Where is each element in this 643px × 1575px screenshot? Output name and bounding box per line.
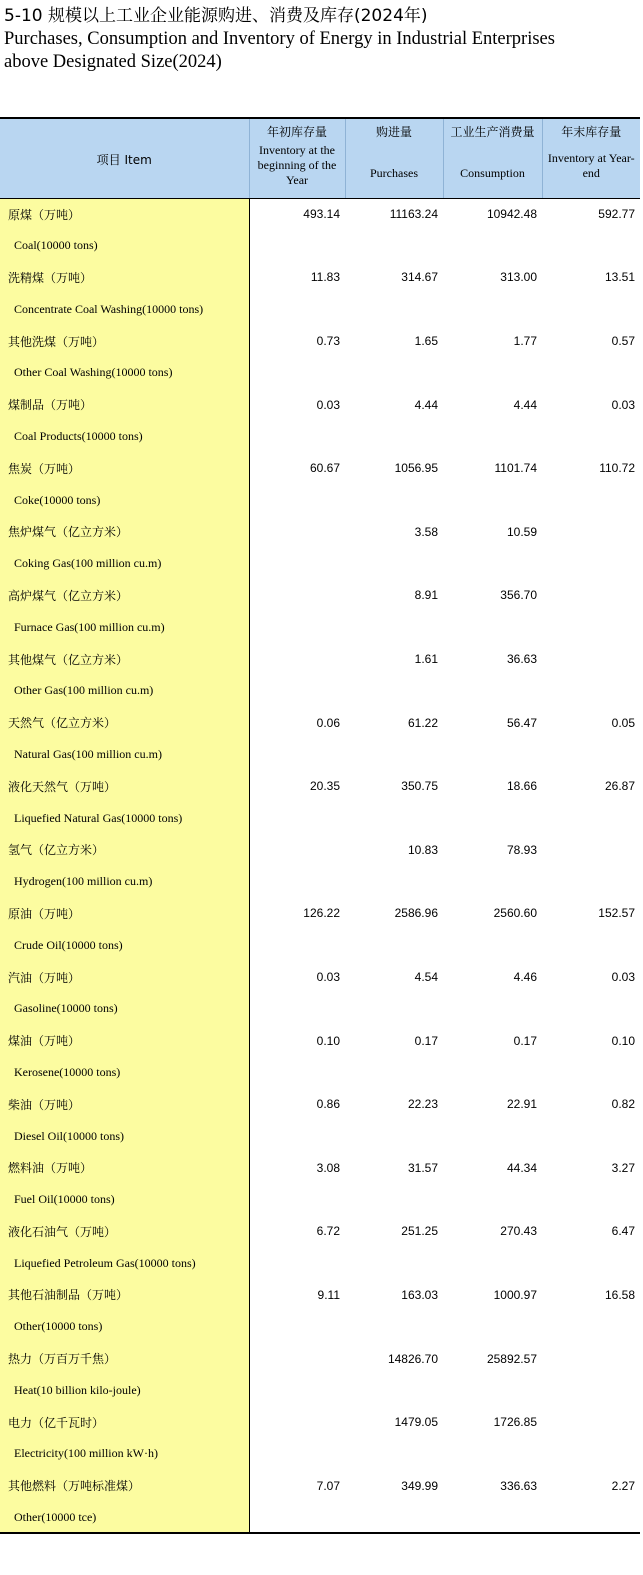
table-header [0,118,640,198]
empty-cell [542,866,640,898]
header-purchases-en: Purchases [370,166,418,180]
header-item [0,118,249,198]
table-row [0,707,640,739]
item-name-cn: 洗精煤（万吨） [0,262,249,294]
table-row [0,961,640,993]
value-purchases: 14826.70 [387,1351,438,1366]
value-inventory-end: 152.57 [598,906,635,921]
value-inventory-begin [249,1406,345,1438]
value-consumption: 336.63 [500,1478,537,1493]
value-inventory-begin [249,1343,345,1375]
item-name-cn: 天然气（亿立方米） [0,707,249,739]
empty-cell [542,1502,640,1534]
table-row [0,1120,640,1152]
table-row [0,1374,640,1406]
empty-cell [345,929,443,961]
table-row [0,1152,640,1184]
table-row [0,357,640,389]
item-name-en: Hydrogen(100 million cu.m) [0,866,249,898]
item-name-en: Diesel Oil(10000 tons) [0,1120,249,1152]
value-purchases: 1479.05 [394,1415,438,1430]
page-title-en-line2: above Designated Size(2024) [4,52,222,72]
empty-cell [443,1502,542,1534]
value-purchases: 4.54 [414,970,438,985]
value-purchases: 3.58 [414,524,438,539]
value-inventory-begin: 0.10 [316,1033,340,1048]
empty-cell [345,421,443,453]
empty-cell [542,357,640,389]
value-purchases: 1.65 [414,334,438,349]
table-row [0,1502,640,1534]
empty-cell [249,802,345,834]
header-inventory-end-cn: 年末库存量 [561,125,622,139]
table-row [0,1438,640,1470]
value-inventory-begin: 6.72 [316,1224,340,1239]
empty-cell [443,357,542,389]
empty-cell [542,1120,640,1152]
value-inventory-begin: 3.08 [316,1160,340,1175]
item-name-cn: 其他洗煤（万吨） [0,325,249,357]
table-row [0,802,640,834]
empty-cell [249,611,345,643]
value-inventory-end: 0.03 [611,397,635,412]
energy-table [0,117,640,1534]
page-title-cn: 5-10 规模以上工业企业能源购进、消费及库存(2024年) [4,6,428,26]
table-row [0,770,640,802]
item-name-en: Concentrate Coal Washing(10000 tons) [0,293,249,325]
value-consumption: 78.93 [506,842,537,857]
empty-cell [542,1311,640,1343]
value-inventory-end: 16.58 [604,1287,635,1302]
empty-cell [345,1502,443,1534]
empty-cell [249,1247,345,1279]
value-consumption: 22.91 [506,1097,537,1112]
empty-cell [443,1438,542,1470]
table-row [0,898,640,930]
item-name-en: Other(10000 tce) [0,1502,249,1534]
empty-cell [345,993,443,1025]
empty-cell [249,1120,345,1152]
empty-cell [345,230,443,262]
table-row [0,1343,640,1375]
empty-cell [345,484,443,516]
table-row [0,548,640,580]
table-row [0,993,640,1025]
item-name-en: Natural Gas(100 million cu.m) [0,739,249,771]
item-name-cn: 其他煤气（亿立方米） [0,643,249,675]
empty-cell [345,675,443,707]
item-name-cn: 燃料油（万吨） [0,1152,249,1184]
empty-cell [443,866,542,898]
table-row [0,866,640,898]
value-purchases: 350.75 [401,779,438,794]
item-name-cn: 其他燃料（万吨标准煤） [0,1470,249,1502]
table-row [0,1311,640,1343]
empty-cell [345,1438,443,1470]
table-row [0,516,640,548]
empty-cell [542,1057,640,1089]
empty-cell [345,802,443,834]
empty-cell [542,1438,640,1470]
empty-cell [345,1374,443,1406]
value-consumption: 4.44 [513,397,537,412]
empty-cell [345,293,443,325]
value-purchases: 22.23 [407,1097,438,1112]
empty-cell [443,993,542,1025]
table-row [0,643,640,675]
table-row [0,1025,640,1057]
empty-cell [542,1184,640,1216]
value-purchases: 10.83 [407,842,438,857]
empty-cell [249,293,345,325]
value-inventory-end: 26.87 [604,779,635,794]
table-row [0,230,640,262]
header-inventory-begin-en: Inventory at the beginning of the Year [257,143,337,187]
empty-cell [542,230,640,262]
item-name-en: Coking Gas(100 million cu.m) [0,548,249,580]
table-row [0,929,640,961]
value-inventory-end: 0.03 [611,970,635,985]
empty-cell [249,1502,345,1534]
value-inventory-begin: 0.03 [316,970,340,985]
value-purchases: 349.99 [401,1478,438,1493]
item-name-cn: 原油（万吨） [0,898,249,930]
value-purchases: 1.61 [414,652,438,667]
value-inventory-end: 0.05 [611,715,635,730]
header-inventory-begin-cn: 年初库存量 [266,125,327,139]
empty-cell [345,1247,443,1279]
item-name-cn: 汽油（万吨） [0,961,249,993]
table-row [0,675,640,707]
header-consumption-cn: 工业生产消费量 [450,125,535,139]
value-purchases: 314.67 [401,270,438,285]
item-name-cn: 原煤（万吨） [0,198,249,230]
empty-cell [542,293,640,325]
empty-cell [443,802,542,834]
item-name-en: Heat(10 billion kilo-joule) [0,1374,249,1406]
value-consumption: 270.43 [500,1224,537,1239]
item-name-cn: 液化石油气（万吨） [0,1216,249,1248]
empty-cell [443,1311,542,1343]
value-inventory-end: 13.51 [604,270,635,285]
table-row [0,484,640,516]
value-inventory-begin [249,516,345,548]
table-row [0,1184,640,1216]
header-inventory-end [542,118,640,198]
value-consumption: 4.46 [513,970,537,985]
value-inventory-begin [249,643,345,675]
empty-cell [345,1184,443,1216]
value-inventory-begin: 20.35 [309,779,340,794]
table-row [0,739,640,771]
empty-cell [443,1057,542,1089]
value-inventory-end [542,1343,640,1375]
item-name-en: Crude Oil(10000 tons) [0,929,249,961]
empty-cell [249,357,345,389]
item-name-en: Liquefied Natural Gas(10000 tons) [0,802,249,834]
value-consumption: 1726.85 [493,1415,537,1430]
value-consumption: 1101.74 [494,461,537,476]
value-consumption: 313.00 [500,270,537,285]
value-inventory-end [542,516,640,548]
value-inventory-end: 0.10 [611,1033,635,1048]
empty-cell [443,929,542,961]
value-consumption: 1000.97 [493,1287,537,1302]
empty-cell [542,1247,640,1279]
empty-cell [443,421,542,453]
item-name-cn: 其他石油制品（万吨） [0,1279,249,1311]
header-item-label: 项目 Item [96,152,152,167]
value-inventory-begin: 9.11 [317,1287,340,1302]
header-inventory-begin [249,118,345,198]
item-name-en: Coke(10000 tons) [0,484,249,516]
value-consumption: 10.59 [506,524,537,539]
table-row [0,293,640,325]
table-row [0,452,640,484]
empty-cell [249,421,345,453]
table-row [0,580,640,612]
empty-cell [542,675,640,707]
value-inventory-begin: 0.03 [316,397,340,412]
empty-cell [443,1374,542,1406]
value-inventory-begin: 7.07 [316,1478,340,1493]
empty-cell [249,1438,345,1470]
value-consumption: 10942.48 [486,207,537,222]
empty-cell [345,1311,443,1343]
empty-cell [345,1120,443,1152]
table-row [0,1216,640,1248]
value-consumption: 44.34 [506,1160,537,1175]
empty-cell [443,484,542,516]
value-consumption: 2560.60 [493,906,537,921]
item-name-en: Coal Products(10000 tons) [0,421,249,453]
item-name-cn: 焦炭（万吨） [0,452,249,484]
value-inventory-begin: 126.22 [303,906,340,921]
header-purchases-cn: 购进量 [375,125,412,139]
value-inventory-end: 0.57 [611,334,635,349]
page-title-en-line1: Purchases, Consumption and Inventory of Energy in Industrial Enterprises [4,29,555,49]
item-name-en: Fuel Oil(10000 tons) [0,1184,249,1216]
empty-cell [443,293,542,325]
value-inventory-end: 110.72 [599,461,635,476]
value-purchases: 61.22 [407,715,438,730]
value-inventory-begin [249,580,345,612]
empty-cell [345,548,443,580]
empty-cell [542,611,640,643]
item-name-en: Electricity(100 million kW·h) [0,1438,249,1470]
value-inventory-begin: 0.86 [316,1097,340,1112]
value-inventory-begin: 0.06 [316,715,340,730]
item-name-cn: 电力（亿千瓦时） [0,1406,249,1438]
empty-cell [249,1184,345,1216]
table-row [0,1088,640,1120]
item-name-cn: 焦炉煤气（亿立方米） [0,516,249,548]
value-consumption: 18.66 [506,779,537,794]
empty-cell [443,611,542,643]
value-inventory-end [542,1406,640,1438]
table-body [0,198,640,1533]
empty-cell [345,739,443,771]
empty-cell [542,421,640,453]
item-name-cn: 热力（万百万千焦） [0,1343,249,1375]
item-name-en: Liquefied Petroleum Gas(10000 tons) [0,1247,249,1279]
item-name-cn: 柴油（万吨） [0,1088,249,1120]
item-name-en: Other Coal Washing(10000 tons) [0,357,249,389]
empty-cell [443,675,542,707]
value-consumption: 356.70 [500,588,537,603]
value-inventory-end: 592.77 [598,207,635,222]
empty-cell [443,739,542,771]
value-inventory-end: 2.27 [611,1478,635,1493]
empty-cell [249,484,345,516]
empty-cell [249,1057,345,1089]
empty-cell [249,548,345,580]
value-consumption: 25892.57 [486,1351,537,1366]
item-name-en: Coal(10000 tons) [0,230,249,262]
empty-cell [249,1311,345,1343]
item-name-en: Furnace Gas(100 million cu.m) [0,611,249,643]
table-row [0,1279,640,1311]
table-row [0,262,640,294]
empty-cell [249,230,345,262]
table-row [0,611,640,643]
header-inventory-end-en: Inventory at Year-end [547,151,635,180]
table-row [0,198,640,230]
item-name-cn: 煤油（万吨） [0,1025,249,1057]
value-inventory-end: 3.27 [611,1160,635,1175]
value-purchases: 0.17 [414,1033,438,1048]
item-name-en: Other(10000 tons) [0,1311,249,1343]
empty-cell [542,929,640,961]
value-inventory-begin: 493.14 [303,207,340,222]
table-row [0,1057,640,1089]
value-inventory-end: 0.82 [611,1097,635,1112]
empty-cell [542,993,640,1025]
value-purchases: 2586.96 [394,906,438,921]
item-name-en: Kerosene(10000 tons) [0,1057,249,1089]
value-inventory-end [542,834,640,866]
table-row [0,1247,640,1279]
table-row [0,421,640,453]
empty-cell [345,611,443,643]
empty-cell [443,1247,542,1279]
empty-cell [443,230,542,262]
empty-cell [542,739,640,771]
value-purchases: 251.25 [401,1224,438,1239]
empty-cell [249,993,345,1025]
value-inventory-begin [249,834,345,866]
table-row [0,325,640,357]
empty-cell [345,866,443,898]
value-consumption: 56.47 [506,715,537,730]
value-inventory-begin: 0.73 [316,334,340,349]
empty-cell [345,1057,443,1089]
value-inventory-begin: 60.67 [309,461,340,476]
value-consumption: 0.17 [513,1033,537,1048]
empty-cell [345,357,443,389]
value-purchases: 1056.95 [394,461,438,476]
empty-cell [249,739,345,771]
value-inventory-begin: 11.83 [310,270,340,285]
title-block [4,4,640,74]
header-consumption-en: Consumption [460,166,525,180]
empty-cell [542,802,640,834]
item-name-cn: 高炉煤气（亿立方米） [0,580,249,612]
table-row [0,389,640,421]
empty-cell [542,484,640,516]
empty-cell [249,1374,345,1406]
table-row [0,834,640,866]
value-purchases: 8.91 [414,588,438,603]
value-inventory-end [542,580,640,612]
table-row [0,1470,640,1502]
empty-cell [249,929,345,961]
value-consumption: 36.63 [506,652,537,667]
empty-cell [443,1120,542,1152]
header-purchases [345,118,443,198]
table-row [0,1406,640,1438]
empty-cell [443,548,542,580]
item-name-cn: 煤制品（万吨） [0,389,249,421]
item-name-cn: 氢气（亿立方米） [0,834,249,866]
header-consumption [443,118,542,198]
item-name-en: Gasoline(10000 tons) [0,993,249,1025]
empty-cell [542,548,640,580]
value-purchases: 163.03 [401,1287,438,1302]
empty-cell [542,1374,640,1406]
value-purchases: 11163.24 [389,207,438,222]
empty-cell [443,1184,542,1216]
item-name-en: Other Gas(100 million cu.m) [0,675,249,707]
value-consumption: 1.77 [513,334,537,349]
value-inventory-end [542,643,640,675]
empty-cell [249,866,345,898]
value-inventory-end: 6.47 [611,1224,635,1239]
value-purchases: 31.57 [407,1160,438,1175]
empty-cell [249,675,345,707]
value-purchases: 4.44 [414,397,438,412]
item-name-cn: 液化天然气（万吨） [0,770,249,802]
